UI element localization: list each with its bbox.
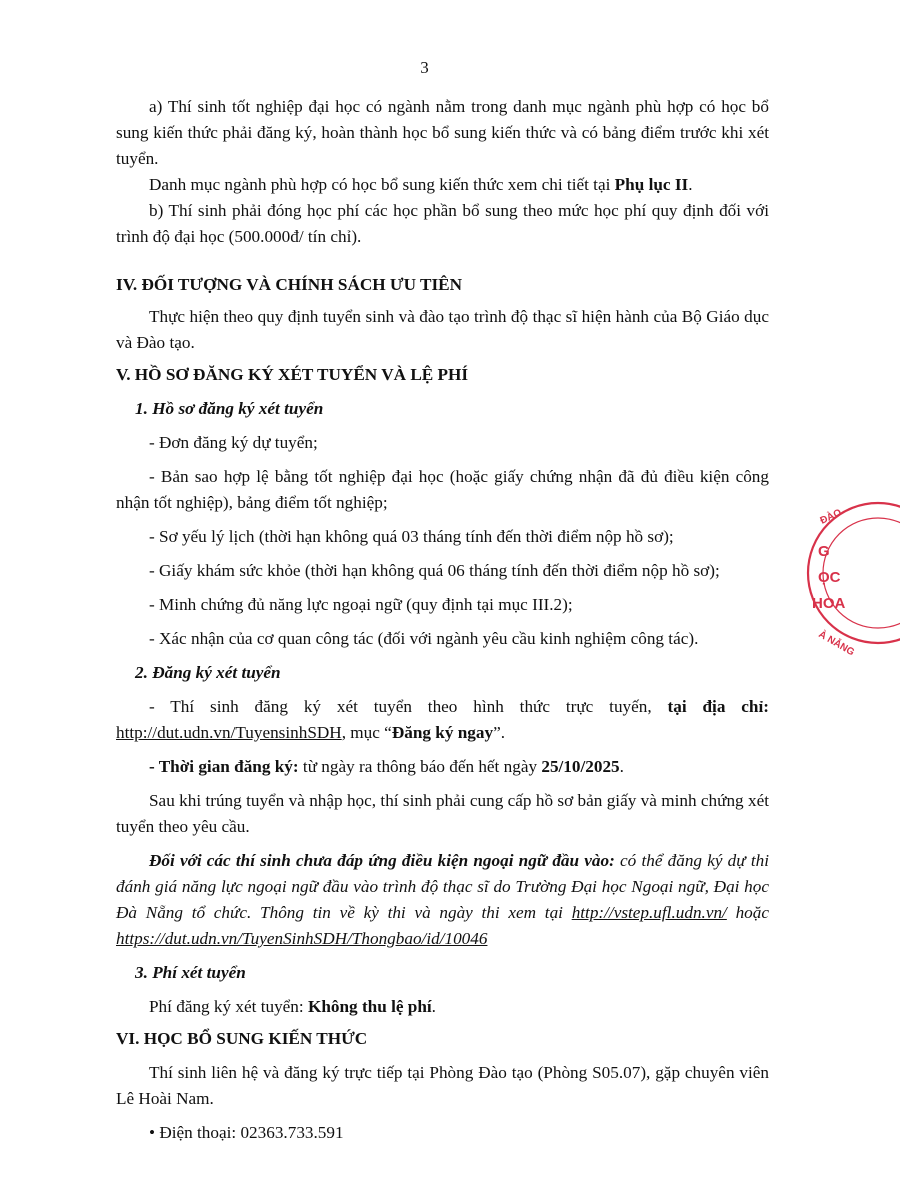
announcement-link[interactable]: https://dut.udn.vn/TuyenSinhSDH/Thongbao/id/10046: [116, 929, 488, 948]
registration-text: - Thí sinh đăng ký xét tuyển theo hình thức trực tuyến,: [149, 697, 668, 716]
fee-text: Phí đăng ký xét tuyển:: [149, 997, 308, 1016]
phone-line: • Điện thoại: 02363.733.591: [149, 1123, 344, 1142]
catalog-end: .: [688, 175, 693, 194]
list-item: - Bản sao hợp lệ bằng tốt nghiệp đại học (hoặc giấy chứng nhận đã đủ điều kiện công nhận tốt nghiệp), bảng điểm tốt nghiệp;: [116, 467, 769, 512]
language-or: hoặc: [726, 903, 769, 922]
para-b: b) Thí sinh phải đóng học phí các học phần bổ sung theo mức học phí quy định đối với trình độ đại học (500.000đ/ tín chỉ).: [116, 201, 769, 246]
registration-time-text: từ ngày ra thông báo đến hết ngày: [298, 757, 542, 776]
subsection-2-heading: 2. Đăng ký xét tuyển: [135, 663, 281, 682]
stamp-fragment: À NẴNG: [816, 629, 857, 659]
section-6-heading: VI. HỌC BỔ SUNG KIẾN THỨC: [116, 1029, 368, 1048]
subsection-1-heading: 1. Hồ sơ đăng ký xét tuyển: [135, 399, 324, 418]
fee-paragraph: [116, 994, 769, 1020]
catalog-appendix: Phụ lục II: [614, 175, 689, 194]
stamp-fragment: ỌC: [818, 569, 841, 586]
registration-end: ”.: [493, 723, 506, 742]
registration-time-end: .: [619, 757, 624, 776]
section-6-text: Thí sinh liên hệ và đăng ký trực tiếp tại Phòng Đào tạo (Phòng S05.07), gặp chuyên viên Lê Hoài Nam.: [116, 1063, 769, 1108]
after-admission-paragraph: Sau khi trúng tuyển và nhập học, thí sinh phải cung cấp hồ sơ bản giấy và minh chứng xét tuyển theo yêu cầu.: [116, 791, 769, 836]
registration-time: [116, 754, 769, 780]
section-4-heading: IV. ĐỐI TƯỢNG VÀ CHÍNH SÁCH ƯU TIÊN: [116, 275, 463, 294]
page-number: 3: [420, 58, 429, 77]
subsection-3-heading: 3. Phí xét tuyển: [135, 963, 246, 982]
list-item: - Đơn đăng ký dự tuyển;: [149, 433, 318, 452]
fee-value: Không thu lệ phí: [307, 997, 432, 1016]
official-seal-stamp: [800, 498, 900, 659]
registration-mid: , mục “: [341, 723, 392, 742]
registration-time-label: - Thời gian đăng ký:: [149, 757, 299, 776]
fee-end: .: [431, 997, 436, 1016]
registration-address-label: tại địa chỉ:: [667, 697, 769, 716]
language-requirement-text: có thể đăng ký dự thi đánh giá năng lực ngoại ngữ đầu vào trình độ thạc sĩ do Trường Đại học Ngoại ngữ, Đại học Đà Nẵng tổ chức. Thông tin về kỳ thi và ngày thi xem tại: [116, 851, 769, 922]
vstep-link[interactable]: http://vstep.ufl.udn.vn/: [571, 903, 727, 922]
section-5-heading: V. HỒ SƠ ĐĂNG KÝ XÉT TUYỂN VÀ LỆ PHÍ: [116, 365, 469, 384]
section-4-text: Thực hiện theo quy định tuyển sinh và đào tạo trình độ thạc sĩ hiện hành của Bộ Giáo dục và Đào tạo.: [116, 307, 769, 352]
stamp-fragment: G: [818, 543, 830, 560]
register-now-label: Đăng ký ngay: [391, 723, 494, 742]
language-requirement-label: Đối với các thí sinh chưa đáp ứng điều kiện ngoại ngữ đầu vào:: [149, 851, 615, 870]
list-item: - Sơ yếu lý lịch (thời hạn không quá 03 tháng tính đến thời điểm nộp hồ sơ);: [149, 527, 674, 546]
language-requirement-paragraph: [116, 848, 769, 952]
document-body: [116, 94, 769, 1146]
catalog-text: Danh mục ngành phù hợp có học bổ sung kiến thức xem chi tiết tại: [149, 175, 615, 194]
list-item: - Minh chứng đủ năng lực ngoại ngữ (quy định tại mục III.2);: [149, 595, 573, 614]
list-item: - Xác nhận của cơ quan công tác (đối với ngành yêu cầu kinh nghiệm công tác).: [149, 629, 699, 648]
stamp-fragment: ĐÀO: [818, 507, 844, 527]
registration-deadline: 25/10/2025: [541, 757, 620, 776]
list-item: - Giấy khám sức khỏe (thời hạn không quá 06 tháng tính đến thời điểm nộp hồ sơ);: [149, 561, 720, 580]
catalog-paragraph: [116, 172, 769, 198]
registration-link[interactable]: http://dut.udn.vn/TuyensinhSDH: [116, 723, 342, 742]
registration-paragraph: [116, 694, 769, 746]
stamp-fragment: HOA: [812, 595, 846, 612]
para-a: a) Thí sinh tốt nghiệp đại học có ngành nằm trong danh mục ngành phù hợp có học bổ sung kiến thức phải đăng ký, hoàn thành học bổ sung kiến thức và có bảng điểm trước khi xét tuyển.: [116, 97, 769, 168]
